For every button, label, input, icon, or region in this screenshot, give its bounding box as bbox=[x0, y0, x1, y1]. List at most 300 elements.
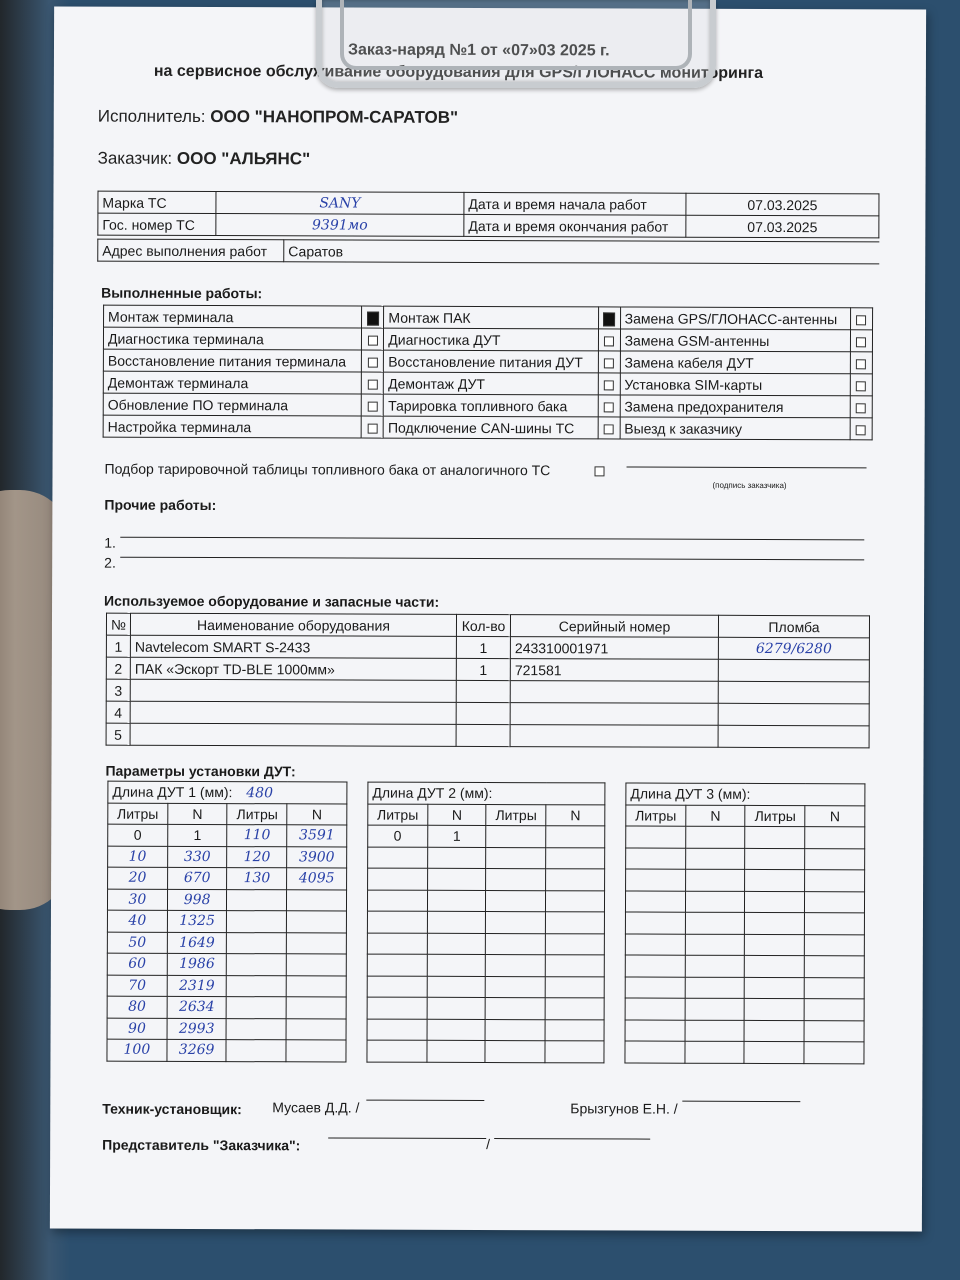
dut3-liters-cell bbox=[625, 933, 685, 955]
table-row bbox=[367, 976, 604, 998]
table-row bbox=[107, 932, 346, 954]
dut3-n-cell bbox=[805, 977, 865, 999]
dut3-liters-cell bbox=[745, 869, 805, 891]
table-row bbox=[368, 825, 605, 847]
works-table bbox=[103, 305, 873, 441]
dut2-liters-cell bbox=[367, 997, 427, 1019]
dut3-n-cell bbox=[685, 869, 745, 891]
dut3-liters-cell bbox=[745, 955, 805, 977]
table-row bbox=[625, 1041, 864, 1063]
dut2-liters-cell bbox=[485, 1040, 545, 1062]
customer-row bbox=[98, 149, 311, 170]
dut3-liters-cell bbox=[745, 1020, 805, 1042]
dut1-length-row bbox=[108, 781, 347, 803]
dut1-n-cell: 1 bbox=[168, 824, 228, 846]
customer-rep-name-line[interactable] bbox=[328, 1137, 486, 1139]
dut1-n-cell: 1325 bbox=[167, 910, 227, 932]
work-checkbox-cell bbox=[850, 308, 872, 330]
table-row bbox=[106, 635, 869, 660]
calibration-label: Подбор тарировочной таблицы топливного бака от аналогичного ТС bbox=[104, 460, 551, 479]
work-checkbox[interactable] bbox=[603, 312, 615, 326]
table-row bbox=[106, 701, 869, 726]
dut2-table bbox=[366, 782, 605, 1063]
technician2-signature-line[interactable] bbox=[682, 1101, 800, 1102]
dut1-liters-cell bbox=[227, 1018, 287, 1040]
dut2-liters-cell bbox=[367, 954, 427, 976]
dut1-n-cell bbox=[287, 889, 347, 911]
work-checkbox[interactable] bbox=[856, 425, 866, 435]
address-value: Саратов bbox=[284, 240, 880, 264]
equipment-serial bbox=[510, 725, 718, 748]
equipment-seal bbox=[718, 703, 869, 726]
work-checkbox-cell bbox=[362, 350, 384, 372]
dut1-col-n-1: N bbox=[168, 803, 228, 825]
dut2-length-label: Длина ДУТ 2 (мм): bbox=[368, 782, 605, 804]
work-label: Выезд к заказчику bbox=[620, 417, 850, 440]
dut1-liters-cell: 90 bbox=[107, 1018, 167, 1040]
dut3-liters-cell bbox=[625, 890, 685, 912]
table-row bbox=[367, 1040, 604, 1062]
work-checkbox[interactable] bbox=[856, 381, 866, 391]
customer-rep-separator: / bbox=[486, 1135, 491, 1153]
work-checkbox[interactable] bbox=[368, 335, 378, 345]
dut2-n-cell bbox=[545, 1019, 604, 1041]
technician1-signature-line[interactable] bbox=[366, 1100, 484, 1101]
equipment-num: 5 bbox=[106, 723, 130, 745]
brand-label: Марка ТС bbox=[98, 191, 216, 213]
dut1-n-cell bbox=[287, 932, 347, 954]
table-row bbox=[107, 1018, 346, 1040]
table-row bbox=[107, 996, 346, 1018]
technician-label: Техник-установщик: bbox=[102, 1100, 242, 1118]
work-checkbox[interactable] bbox=[856, 359, 866, 369]
work-checkbox-cell bbox=[598, 395, 620, 417]
dut2-n-cell bbox=[427, 911, 486, 933]
work-label: Замена кабеля ДУТ bbox=[620, 351, 850, 374]
equipment-serial bbox=[510, 703, 718, 726]
table-row bbox=[108, 824, 347, 846]
table-row bbox=[367, 890, 604, 912]
work-checkbox-cell bbox=[598, 329, 620, 351]
work-checkbox-cell bbox=[598, 417, 620, 439]
work-checkbox[interactable] bbox=[367, 423, 377, 433]
equipment-header-num: № bbox=[106, 613, 130, 635]
work-label: Обновление ПО терминала bbox=[103, 393, 361, 416]
dut3-liters-cell bbox=[745, 998, 805, 1020]
work-label: Монтаж терминала bbox=[104, 305, 362, 328]
end-label: Дата и время окончания работ bbox=[464, 214, 686, 237]
dut2-liters-cell bbox=[367, 911, 427, 933]
contractor-value: ООО "НАНОПРОМ-САРАТОВ" bbox=[210, 107, 459, 127]
work-checkbox-cell bbox=[850, 330, 872, 352]
other-works-line2[interactable] bbox=[120, 557, 864, 561]
dut1-liters-cell: 80 bbox=[107, 996, 167, 1018]
dut3-liters-cell bbox=[745, 934, 805, 956]
dut1-n-cell bbox=[286, 1040, 346, 1062]
plate-value: 9391мо bbox=[216, 214, 464, 237]
dut3-liters-cell bbox=[744, 1041, 804, 1063]
dut1-liters-cell: 50 bbox=[107, 932, 167, 954]
equipment-title: Используемое оборудование и запасные части: bbox=[104, 592, 440, 610]
work-label: Монтаж ПАК bbox=[384, 306, 598, 329]
work-label: Демонтаж терминала bbox=[103, 371, 361, 394]
dut2-n-cell bbox=[545, 1041, 604, 1063]
dut2-n-cell bbox=[545, 976, 604, 998]
equipment-name: ПАК «Эскорт TD-BLE 1000мм» bbox=[130, 657, 456, 680]
dut2-liters-cell bbox=[367, 1019, 427, 1041]
dut1-liters-cell bbox=[227, 889, 287, 911]
dut3-n-cell bbox=[685, 934, 745, 956]
dut1-n-cell: 2319 bbox=[167, 975, 227, 997]
dut2-col-n-2: N bbox=[546, 804, 605, 826]
work-checkbox-cell bbox=[850, 374, 872, 396]
dut3-liters-cell bbox=[745, 977, 805, 999]
dut3-liters-cell bbox=[745, 848, 805, 870]
dut2-liters-cell bbox=[486, 954, 546, 976]
dut3-n-cell bbox=[805, 913, 865, 935]
calibration-checkbox[interactable] bbox=[594, 466, 604, 476]
equipment-num: 3 bbox=[106, 679, 130, 701]
table-row bbox=[367, 1019, 604, 1041]
equipment-seal bbox=[718, 659, 869, 682]
dut2-liters-cell bbox=[367, 976, 427, 998]
equipment-name bbox=[130, 723, 456, 746]
dut1-liters-cell: 20 bbox=[108, 867, 168, 889]
table-row bbox=[367, 933, 604, 955]
dut3-col-n-1: N bbox=[686, 805, 746, 827]
work-label: Восстановление питания ДУТ bbox=[384, 350, 598, 373]
work-checkbox-cell bbox=[598, 307, 620, 329]
work-checkbox[interactable] bbox=[856, 337, 866, 347]
table-row bbox=[625, 976, 864, 998]
dut1-n-cell: 3900 bbox=[287, 846, 347, 868]
work-label: Диагностика ДУТ bbox=[384, 328, 598, 351]
work-label: Восстановление питания терминала bbox=[103, 349, 361, 372]
dut1-n-cell: 1649 bbox=[167, 932, 227, 954]
dut1-col-liters-1: Литры bbox=[108, 803, 168, 825]
dut3-liters-cell bbox=[625, 1019, 685, 1041]
table-row bbox=[107, 975, 346, 997]
table-row bbox=[106, 723, 869, 748]
work-label: Диагностика терминала bbox=[103, 327, 361, 350]
dut2-liters-cell bbox=[367, 890, 427, 912]
dut2-n-cell bbox=[427, 868, 486, 890]
dut1-liters-cell bbox=[227, 975, 287, 997]
work-checkbox-cell bbox=[362, 306, 384, 328]
work-checkbox-cell bbox=[362, 328, 384, 350]
dut-title: Параметры установки ДУТ: bbox=[105, 762, 296, 780]
table-row bbox=[368, 868, 605, 890]
dut2-liters-cell bbox=[486, 890, 546, 912]
contractor-label: Исполнитель: bbox=[97, 106, 206, 127]
equipment-table bbox=[106, 613, 870, 749]
table-row bbox=[107, 1039, 346, 1061]
dut2-n-cell bbox=[427, 1019, 486, 1041]
customer-label: Заказчик: bbox=[97, 148, 173, 168]
dut1-n-cell: 2634 bbox=[167, 996, 227, 1018]
clipboard-clip-inner bbox=[340, 0, 692, 70]
start-value: 07.03.2025 bbox=[686, 193, 879, 216]
work-checkbox[interactable] bbox=[856, 403, 866, 413]
other-works-title: Прочие работы: bbox=[104, 496, 217, 514]
work-checkbox[interactable] bbox=[604, 424, 614, 434]
work-checkbox[interactable] bbox=[368, 379, 378, 389]
dut3-n-cell bbox=[804, 1020, 864, 1042]
dut2-col-n-1: N bbox=[427, 804, 486, 826]
dut1-liters-cell: 0 bbox=[108, 824, 168, 846]
dut2-liters-cell bbox=[486, 997, 546, 1019]
table-row bbox=[626, 826, 865, 848]
dut1-liters-cell: 120 bbox=[227, 846, 287, 868]
other-works-line2-number: 2. bbox=[104, 554, 116, 571]
equipment-name bbox=[130, 701, 456, 724]
dut1-col-liters-2: Литры bbox=[227, 803, 287, 825]
dut1-liters-cell: 130 bbox=[227, 868, 287, 890]
equipment-seal: 6279/6280 bbox=[718, 637, 869, 660]
dut1-liters-cell: 70 bbox=[107, 975, 167, 997]
table-row bbox=[367, 997, 604, 1019]
work-checkbox-cell bbox=[598, 373, 620, 395]
address-label: Адрес выполнения работ bbox=[98, 239, 284, 262]
dut2-liters-cell bbox=[486, 976, 546, 998]
dut3-n-cell bbox=[686, 826, 746, 848]
signature-caption: (подпись заказчика) bbox=[712, 480, 787, 491]
service-order-document bbox=[50, 6, 926, 1231]
dut3-n-cell bbox=[805, 934, 865, 956]
work-checkbox-cell bbox=[850, 418, 872, 440]
other-works-line1[interactable] bbox=[120, 537, 864, 541]
dut2-n-cell bbox=[546, 912, 605, 934]
work-checkbox[interactable] bbox=[604, 380, 614, 390]
dut2-n-cell bbox=[546, 869, 605, 891]
dut1-table bbox=[106, 781, 347, 1062]
dut2-n-cell bbox=[427, 997, 486, 1019]
work-label: Настройка терминала bbox=[103, 415, 361, 438]
work-checkbox-cell bbox=[362, 394, 384, 416]
equipment-qty bbox=[456, 724, 510, 746]
work-checkbox[interactable] bbox=[604, 336, 614, 346]
dut3-liters-cell bbox=[625, 1041, 685, 1063]
dut3-liters-cell bbox=[745, 826, 805, 848]
dut2-liters-cell bbox=[368, 868, 428, 890]
equipment-name bbox=[130, 679, 456, 702]
work-label: Установка SIM-карты bbox=[620, 373, 850, 396]
dut1-n-cell: 2993 bbox=[167, 1018, 227, 1040]
dut2-liters-cell bbox=[367, 933, 427, 955]
dut2-n-cell bbox=[546, 890, 605, 912]
dut1-liters-cell: 100 bbox=[107, 1039, 167, 1061]
dut1-n-cell bbox=[286, 975, 346, 997]
dut2-col-liters-1: Литры bbox=[368, 804, 428, 826]
dut1-liters-cell: 110 bbox=[227, 825, 287, 847]
dut3-n-cell bbox=[685, 998, 745, 1020]
work-label: Замена предохранителя bbox=[620, 395, 850, 418]
table-row bbox=[106, 679, 869, 704]
dut3-n-cell bbox=[805, 870, 865, 892]
table-row bbox=[367, 954, 604, 976]
equipment-name: Navtelecom SMART S-2433 bbox=[130, 635, 456, 658]
dut3-liters-cell bbox=[625, 912, 685, 934]
document-title-line2: на сервисное обслуживание оборудования для GPS/ГЛОНАСС мониторинга bbox=[153, 62, 764, 82]
dut1-n-cell: 3269 bbox=[167, 1039, 227, 1061]
dut2-n-cell: 1 bbox=[427, 825, 486, 847]
table-row bbox=[106, 657, 869, 682]
dut3-table bbox=[624, 782, 865, 1063]
dut3-liters-cell bbox=[625, 998, 685, 1020]
dut2-liters-cell bbox=[486, 847, 546, 869]
equipment-num: 4 bbox=[106, 701, 130, 723]
work-checkbox-cell bbox=[850, 352, 872, 374]
dut1-liters-cell: 30 bbox=[107, 889, 167, 911]
dut1-liters-cell: 40 bbox=[107, 910, 167, 932]
table-row bbox=[625, 1019, 864, 1041]
customer-value: ООО "АЛЬЯНС" bbox=[176, 148, 311, 169]
work-label: Подключение CAN-шины ТС bbox=[383, 416, 597, 439]
table-row bbox=[107, 889, 346, 911]
dut1-liters-cell bbox=[227, 911, 287, 933]
table-row bbox=[108, 867, 347, 889]
dut1-n-cell: 998 bbox=[167, 889, 227, 911]
dut3-liters-cell bbox=[626, 826, 686, 848]
work-label: Тарировка топливного бака bbox=[384, 394, 598, 417]
table-row bbox=[626, 869, 865, 891]
table-row bbox=[108, 846, 347, 868]
dut3-n-cell bbox=[805, 891, 865, 913]
dut1-liters-cell bbox=[227, 932, 287, 954]
equipment-qty bbox=[456, 680, 510, 702]
start-label: Дата и время начала работ bbox=[464, 192, 686, 215]
equipment-serial: 243310001971 bbox=[510, 637, 718, 660]
dut2-liters-cell bbox=[486, 1019, 546, 1041]
dut1-col-n-2: N bbox=[287, 803, 347, 825]
dut3-n-cell bbox=[685, 977, 745, 999]
table-row bbox=[625, 890, 864, 912]
dut3-liters-cell bbox=[626, 847, 686, 869]
technician2-name: Брызгунов Е.Н. / bbox=[570, 1100, 678, 1117]
table-row bbox=[368, 847, 605, 869]
work-checkbox[interactable] bbox=[367, 311, 379, 325]
dut1-n-cell: 3591 bbox=[287, 825, 347, 847]
brand-value: SANY bbox=[216, 192, 464, 215]
dut3-n-cell bbox=[805, 956, 865, 978]
equipment-num: 2 bbox=[106, 657, 130, 679]
work-label: Замена GSM-антенны bbox=[620, 329, 850, 352]
customer-rep-signature-line[interactable] bbox=[494, 1138, 650, 1140]
dut3-col-liters-1: Литры bbox=[626, 804, 686, 826]
dut1-liters-cell bbox=[227, 997, 287, 1019]
equipment-serial: 721581 bbox=[510, 659, 718, 682]
dut3-liters-cell bbox=[745, 912, 805, 934]
equipment-num: 1 bbox=[106, 635, 130, 657]
dut2-n-cell bbox=[427, 954, 486, 976]
table-row bbox=[626, 847, 865, 869]
work-checkbox[interactable] bbox=[368, 357, 378, 367]
dut2-n-cell bbox=[545, 998, 604, 1020]
dut3-n-cell bbox=[804, 999, 864, 1021]
end-value: 07.03.2025 bbox=[686, 215, 879, 238]
work-checkbox-cell bbox=[850, 396, 872, 418]
work-checkbox[interactable] bbox=[604, 402, 614, 412]
equipment-qty: 1 bbox=[456, 658, 510, 680]
dut3-col-n-2: N bbox=[805, 805, 865, 827]
plate-label: Гос. номер ТС bbox=[98, 213, 216, 235]
customer-rep-label: Представитель "Заказчика": bbox=[102, 1136, 301, 1154]
work-checkbox[interactable] bbox=[604, 358, 614, 368]
dut3-n-cell bbox=[685, 891, 745, 913]
technician1-name: Мусаев Д.Д. / bbox=[272, 1099, 360, 1116]
dut2-n-cell bbox=[545, 955, 604, 977]
other-works-line1-number: 1. bbox=[104, 534, 116, 551]
dut2-col-liters-2: Литры bbox=[486, 804, 546, 826]
dut1-length-value: 480 bbox=[246, 784, 274, 802]
work-label: Демонтаж ДУТ bbox=[384, 372, 598, 395]
table-row bbox=[367, 911, 604, 933]
equipment-header-seal: Пломба bbox=[718, 615, 869, 638]
equipment-header-qty: Кол-во bbox=[456, 614, 510, 636]
dut1-n-cell: 330 bbox=[167, 846, 227, 868]
work-checkbox-cell bbox=[598, 351, 620, 373]
dut2-liters-cell bbox=[367, 1040, 427, 1062]
work-checkbox-cell bbox=[361, 416, 383, 438]
dut2-n-cell bbox=[427, 933, 486, 955]
equipment-header-name: Наименование оборудования bbox=[130, 613, 456, 636]
dut3-liters-cell bbox=[626, 869, 686, 891]
dut2-liters-cell bbox=[486, 868, 546, 890]
table-row bbox=[625, 912, 864, 934]
dut1-n-cell: 670 bbox=[167, 867, 227, 889]
equipment-seal bbox=[718, 725, 869, 748]
dut2-n-cell bbox=[546, 933, 605, 955]
dut2-liters-cell bbox=[486, 911, 546, 933]
vehicle-info-table bbox=[97, 191, 879, 239]
dut2-n-cell bbox=[427, 976, 486, 998]
dut3-length-label: Длина ДУТ 3 (мм): bbox=[626, 783, 865, 805]
dut3-n-cell bbox=[685, 912, 745, 934]
dut2-n-cell bbox=[427, 1040, 486, 1062]
dut3-col-liters-2: Литры bbox=[745, 805, 805, 827]
dut2-liters-cell bbox=[486, 825, 546, 847]
customer-signature-line bbox=[627, 466, 867, 468]
work-checkbox[interactable] bbox=[856, 315, 866, 325]
document-title-line1: Заказ-наряд №1 от «07»03 2025 г. bbox=[347, 41, 610, 60]
contractor-row bbox=[98, 107, 458, 128]
dut3-n-cell bbox=[685, 1041, 745, 1063]
dut3-n-cell bbox=[686, 848, 746, 870]
work-label: Замена GPS/ГЛОНАСС-антенны bbox=[620, 307, 850, 330]
table-row bbox=[625, 955, 864, 977]
dut1-n-cell bbox=[286, 997, 346, 1019]
table-row bbox=[625, 998, 864, 1020]
dut3-liters-cell bbox=[625, 976, 685, 998]
dut2-n-cell bbox=[427, 847, 486, 869]
dut2-liters-cell: 0 bbox=[368, 825, 428, 847]
dut3-liters-cell bbox=[745, 891, 805, 913]
dut1-liters-cell: 10 bbox=[108, 846, 168, 868]
dut1-length-label: Длина ДУТ 1 (мм): bbox=[112, 783, 233, 800]
work-checkbox-cell bbox=[362, 372, 384, 394]
dut3-n-cell bbox=[805, 827, 865, 849]
equipment-qty bbox=[456, 702, 510, 724]
dut1-n-cell bbox=[286, 1018, 346, 1040]
dut3-n-cell bbox=[685, 1020, 745, 1042]
dut2-n-cell bbox=[546, 826, 605, 848]
equipment-seal bbox=[718, 681, 869, 704]
address-table bbox=[97, 239, 879, 265]
dut3-liters-cell bbox=[625, 955, 685, 977]
work-checkbox[interactable] bbox=[368, 401, 378, 411]
clipboard-clip bbox=[316, 0, 716, 88]
works-title: Выполненные работы: bbox=[101, 284, 263, 302]
